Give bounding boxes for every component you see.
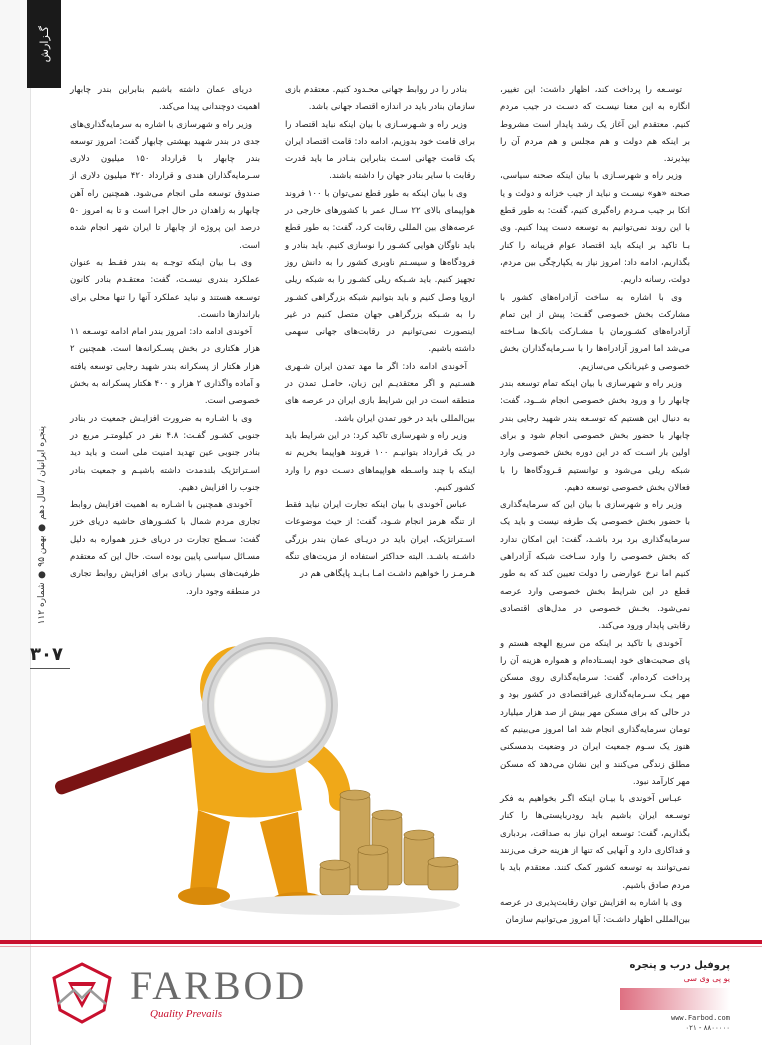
footer-rule-thin [0, 946, 762, 947]
section-label: گـزارش [37, 25, 51, 63]
ad-subtitle: یو پی وی سی [683, 974, 730, 983]
paragraph: عبـاس آخوندی با بیـان اینکه اگـر بخواهیم به فکر توسـعه ایران باشیم باید رودربایستی‌ها را کنار بگذاریم، گفت: توسعه ایران نیاز به صداقت، بردباری و فداکاری دارد و آنهایی که تنها از هزینه حرف می‌زنند نمی‌توانند به توسعه کشور کمک کنند. معتقدم باید با مردم صادق باشیم. [500, 794, 690, 891]
paragraph: وزیر راه و شهرسازی تاکید کرد: در این شرایط باید در یک قرارداد بتوانیـم ۱۰۰ فروند هواپیما بخریم نه اینکه با چند واسـطه هواپیماهای دسـت دوم را وارد کشور کنیم. [285, 430, 475, 493]
paragraph: وی بـا بیان اینکه توجـه به بندر فقـط به عنوان عملکرد بندری نیسـت، گفت: معتقـدم بنادر کانون توسـعه هستند و نباید عملکرد آنها را تنها محلی برای بارانداز‌ها دانست. [70, 257, 260, 320]
issue-line: پنجره ایرانیان / سال دهم ● بهمن ۹۵ ● شماره ۱۱۲ [37, 425, 47, 625]
logo-tagline: Quality Prevails [150, 1008, 222, 1020]
paragraph: دریای عمان داشته باشیم بنابراین بندر چابهار اهمیت دوچندانی پیدا می‌کند. [70, 85, 260, 113]
magnifier-lens [208, 643, 332, 767]
ad-title: پروفیل درب و پنجره [629, 960, 730, 971]
paragraph: وزیر راه و شهرسـازی با بیان اینکه صحنه سیاسی، صحنه «هو» نیسـت و نباید از جیب خزانه و دولت و یا اتکا بر جیب مـردم راه‌گیری کنیم، گفت: به طور قطع با این روند نمی‌توانیم به توسعه دست پیدا کنیم. وی بـا تاکید بر اینکه باید اقتصاد عوام فریبانه را کنار بگذاریم، ادامه داد: امروز نیاز به یکپارچگی بین مردم، دولت، رسانه داریم. [500, 171, 690, 286]
paragraph: آخوندی همچنین با اشـاره به اهمیت افزایش روابط تجاری مردم شمال با کشـورهای حاشیه دریای خزر گفت: سـطح تجارت در دریای خـزر همواره به دلیل مسـائل سیاسی پایین بوده است. حال این که معتقدم ظرفیت‌های بسیار زیادی برای افزایش روابط تجاری در منطقه وجود دارد. [70, 500, 260, 597]
section-tab [27, 0, 61, 88]
farbod-shield-logo [50, 960, 114, 1026]
ad-box [620, 958, 730, 1034]
paragraph: آخوندی ادامه داد: اگر ما مهد تمدن ایران شـهری هسـتیم و اگر معتقدیـم این زبان، حامـل تمدن در منطقه است در این شرایط بازی ایران در عرصه های بین‌المللی باید در خور تمدن ایران باشد. [285, 361, 475, 424]
magnifier-figure-illustration [40, 600, 470, 930]
paragraph: وی با بیان اینکه به طور قطع نمی‌توان با ۱۰۰ فروند هواپیمای بالای ۲۲ سـال عمر با کشورهای خارجی در عرصه‌های بین المللی رقابت کرد، گفت: به طور قطع باید ناوگان هوایی کشـور را نوسازی کنیم. باید بنادر و فرودگاه‌ها و سیسـتم ناوبری کشور را به دانش روز تجهیز کنیم. باید شـبکه ریلی کشـور را به شبکه ریلی اروپا وصل کنیم و باید بتوانیم شبکه بزرگراهی کشـور را به شـبکه بزرگراهی جهان متصل کنیم در غیر اینصورت نمی‌توانیم در رقابت‌های جهانی سهمی داشته باشیم. [285, 188, 476, 355]
paragraph: وی با اشاره به افزایش توان رقابت‌پذیری در عرصه بین‌المللی اظهار داشـت: آیا امروز می‌توانیم سازمان [500, 897, 690, 926]
coin-stacks-illustration [320, 790, 458, 895]
paragraph: بنادر را در روابط جهانی محـدود کنیم. معتقدم بازی سازمان بنادر باید در اندازه اقتصاد جهانی باشد. [285, 85, 475, 113]
paragraph: آخوندی با تاکید بر اینکه من سریع الهجه هستم و پای صحبت‌های خود ایسـتاده‌ام و همواره هزینه آن را پرداخت کرده‌ام، گفت: سرمایه‌گذاری روی مسکن مهر یـک سـرمایه‌گذاری غیراقتصادی در کشور بود و در حالی که برای مسکن مهر بیش از صد هزار میلیارد تومان سرمایه‌گذاری انجام شد اما امروز می‌بینیم که هنوز یک سـوم جمعیت ایران در وضعیت بدمسکنی مطلق زندگی می‌کنند و این نشان می‌دهد که مسکن مهر کارآمد نبود. [500, 638, 690, 787]
ad-url: www.Farbod.com [670, 1014, 730, 1022]
paragraph: توسـعه را پرداخت کند، اظهار داشت: این تغییر، انگاره به این معنا نیسـت که دسـت در جیب مردم کنیم. معتقدم این آغاز یک رشد پایدار است مشروط بر اینکه هم دولت و هم مجلس و هم مردم آن را بپذیرند. [500, 85, 690, 165]
paragraph: وزیر راه و شهرسازی با اشاره به سرمایه‌گذاری‌های جدی در بندر شهید بهشتی چابهار گفت: امروز توسعه بندر چابهار با قرارداد ۱۵۰ میلیون دلاری سـرمایه‌گذاران هندی و قرارداد ۴۲۰ میلیون دلاری از صندوق توسعه ملی انجام می‌شود. همچنین راه آهن چابهار به زاهدان در حال اجرا است و تا به امروز ۵۰ درصد این پروژه از چابهار تا ایران شهر انجام شده است. [70, 119, 260, 251]
ad-phone: ۰۲۱ - ۸۸۰۰۰۰۰ [685, 1024, 730, 1032]
issue-info [34, 420, 50, 630]
footer-rule [0, 940, 762, 944]
page-number: ۳۰۷ [30, 644, 63, 665]
article-column-1 [500, 82, 690, 930]
paragraph: وزیر راه و شهرسازی با بیان اینکه تمام توسعه بندر چابهار را و ورود بخش خصوصی انجام شــود، گفت: به دنبال این هستیم که توسـعه بندر شهید رجایی بندر چابهار با حضور بخش خصوصی انجام شود و برای اولین بار اسـت که در این دوره بخش خصوصی وارد شبکه ریلی می‌شود و توانستیم قـرودگاه‌ها را با فعالان بخش خصوصی توسعه دهیم. [500, 379, 690, 493]
article-column-3 [70, 82, 260, 601]
paragraph: وزیر راه و شـهرسـازی با بیان اینکه نباید اقتصاد را برای قامت خود بدوزیم، ادامه داد: قامت اقتصاد ایران یک قامت جهانی اسـت بنابراین بنـادر ما باید قدرت رقابت با سایر بنادر جهان را داشته باشند. [285, 119, 475, 182]
paragraph: وزیر راه و شهرسازی با بیان این که سرمایه‌گذاری با حضور بخش خصوصی یک طرفه نیست و باید یک سرمایه‌گذاری برد برد باشـد، گفت: این امکان ندارد که بخش خصوصی را وارد سـاخت شبکه آزادراهی کنیم اما نرخ عوارضی را دولت تعیین کند که به طور قطع در این شرایط بخش خصوصی وارد عرصه نمی‌شود. بخـش خصوصی در مدل‌های اقتصادی رقابتی پایدار ورود می‌کند. [500, 500, 690, 632]
paragraph: وی با اشـاره به ضرورت افزایـش جمعیت در بنادر جنوبی کشـور گفـت: ۴.۸ نفر در کیلومتـر مربع در بنادر جنوبی عین تهدید امنیت ملی است و باید دید اسـتراتژیک بلندمدت داشته باشیـم و جمعیت بنادر جنوب را افزایش دهیم. [70, 413, 260, 493]
paragraph: وی با اشاره به ساخت آزادراه‌های کشور با مشارکت بخش خصوصی گفـت: پیش از این تمام آزادراه‌های کشـورمان با مشـارکت بانک‌ها سـاخته می‌شد اما امروز آزادراه‌ها را با سـرمایه‌گذاران بخش خصوصی و غیربانکی می‌سازیم. [500, 292, 690, 372]
logo-wordmark: FARBOD [130, 963, 308, 1008]
paragraph: آخوندی ادامه داد: امروز بندر امام ادامه توسـعه ۱۱ هزار هکتاری در بخش پسـکرانه‌ها است. همچنین ۲ هزار هکتار از پسکرانه بندر شهید رجایی توسعه یافته و آماده واگذاری ۲ هزار و ۴۰۰ هکتار پسکرانه به بخش خصوصی است. [70, 327, 260, 407]
paragraph: عباس آخوندی با بیان اینکه تجارت ایران نباید فقط از تنگه هرمز انجام شـود، گفت: از حیث موضوعات اسـتراتژیک، ایران باید در دریـای عمان بندر بزرگی داشـته باشـد. البته حداکثر استفاده از مزیت‌های تنگه هـرمـز را خواهیم داشـت امـا بـایـد پایگاهی هم در [285, 500, 475, 580]
left-margin-band [0, 0, 31, 1045]
article-column-2 [285, 82, 475, 584]
ad-product-strip [620, 988, 730, 1010]
advertiser-logo [50, 960, 310, 1030]
